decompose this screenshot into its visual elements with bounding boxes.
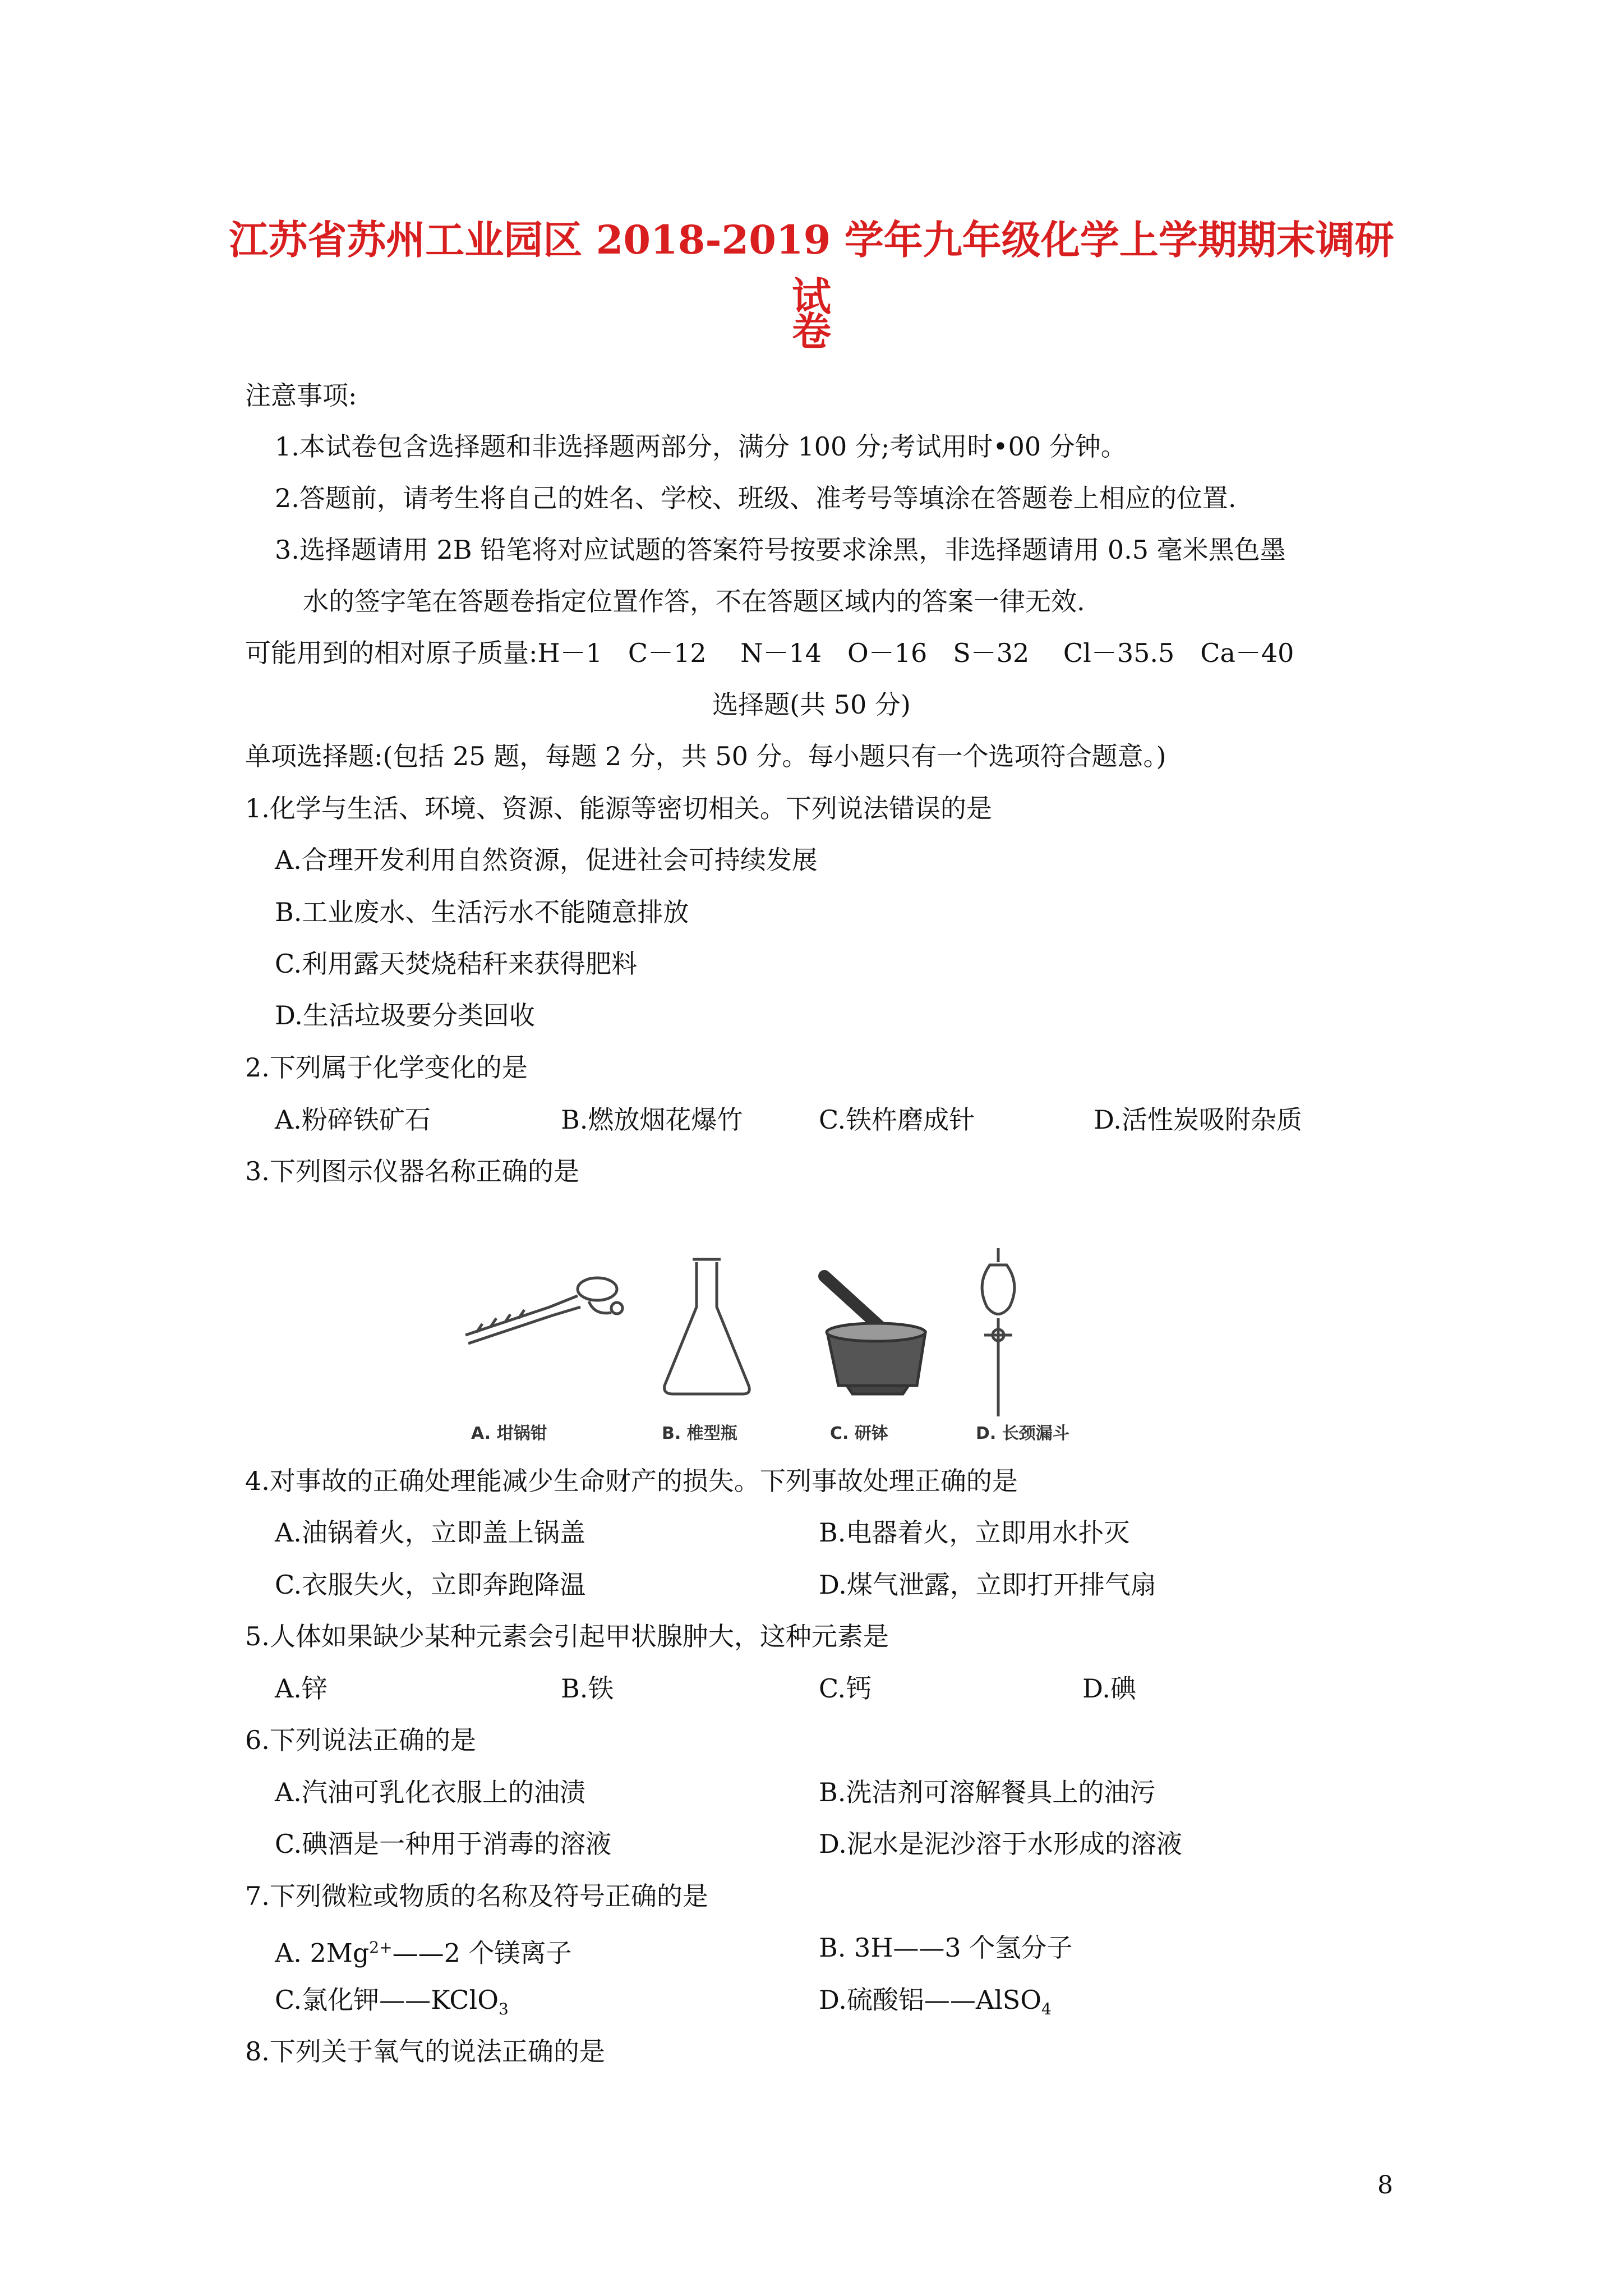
question-1-option-a: A.合理开发利用自然资源，促进社会可持续发展	[275, 845, 818, 875]
section-instructions: 单项选择题:(包括 25 题，每题 2 分，共 50 分。每小题只有一个选项符合题意。)	[245, 741, 1166, 771]
section-title: 选择题(共 50 分)	[712, 689, 911, 720]
figure-label-c: C. 研钵	[830, 1424, 888, 1443]
question-1-option-b: B.工业废水、生活污水不能随意排放	[275, 897, 689, 927]
funnel-icon	[982, 1248, 1015, 1416]
atomic-masses: 可能用到的相对原子质量:H－1 C－12 N－14 O－16 S－32 Cl－35.5 Ca－40	[245, 638, 1294, 668]
question-7-stem: 7.下列微粒或物质的名称及符号正确的是	[245, 1881, 708, 1911]
question-3-stem: 3.下列图示仪器名称正确的是	[245, 1156, 579, 1186]
question-2-option-d: D.活性炭吸附杂质	[1094, 1105, 1302, 1135]
question-8-stem: 8.下列关于氧气的说法正确的是	[245, 2036, 605, 2067]
question-2-option-a: A.粉碎铁矿石	[275, 1105, 431, 1135]
question-1-stem: 1.化学与生活、环境、资源、能源等密切相关。下列说法错误的是	[245, 793, 992, 823]
question-6-option-b: B.洗洁剂可溶解餐具上的油污	[819, 1777, 1156, 1807]
question-6-stem: 6.下列说法正确的是	[245, 1725, 476, 1755]
question-5-option-a: A.锌	[275, 1673, 328, 1704]
question-7-option-b: B. 3H——3 个氢分子	[819, 1932, 1073, 1963]
question-5-option-d: D.碘	[1082, 1673, 1136, 1704]
page-number: 8	[1377, 2171, 1393, 2200]
notice-item-3-cont: 水的签字笔在答题卷指定位置作答，不在答题区域内的答案一律无效.	[303, 586, 1085, 616]
lab-apparatus-figure	[437, 1223, 1178, 1447]
exam-title-line1: 江苏省苏州工业园区 2018-2019 学年九年级化学上学期期末调研试	[229, 217, 1394, 320]
question-6-option-c: C.碘酒是一种用于消毒的溶液	[275, 1829, 612, 1859]
question-4-option-b: B.电器着火，立即用水扑灭	[819, 1517, 1130, 1548]
notice-heading: 注意事项:	[245, 380, 357, 411]
mortar-pestle-icon	[824, 1276, 925, 1394]
notice-item-3: 3.选择题请用 2B 铅笔将对应试题的答案符号按要求涂黑，非选择题请用 0.5 毫米黑色墨	[275, 535, 1286, 565]
notice-item-2: 2.答题前，请考生将自己的姓名、学校、班级、准考号等填涂在答题卷上相应的位置.	[275, 483, 1237, 513]
question-4-stem: 4.对事故的正确处理能减少生命财产的损失。下列事故处理正确的是	[245, 1466, 1018, 1496]
question-7-option-c: C.氯化钾——KClO$_3$	[275, 1985, 509, 2019]
question-2-option-b: B.燃放烟花爆竹	[561, 1105, 743, 1135]
figure-label-b: B. 椎型瓶	[662, 1424, 737, 1443]
notice-item-1: 1.本试卷包含选择题和非选择题两部分，满分 100 分;考试用时•00 分钟。	[275, 431, 1127, 462]
question-6-option-a: A.汽油可乳化衣服上的油渍	[275, 1777, 585, 1807]
question-6-option-d: D.泥水是泥沙溶于水形成的溶液	[819, 1829, 1182, 1859]
crucible-tongs-icon	[465, 1278, 623, 1343]
question-4-option-d: D.煤气泄露，立即打开排气扇	[819, 1570, 1156, 1600]
question-5-option-c: C.钙	[819, 1673, 872, 1704]
question-1-option-d: D.生活垃圾要分类回收	[275, 1000, 535, 1030]
question-5-option-b: B.铁	[561, 1673, 614, 1704]
question-2-option-c: C.铁杵磨成针	[819, 1105, 975, 1135]
question-2-stem: 2.下列属于化学变化的是	[245, 1052, 528, 1083]
exam-title-line2: 卷	[792, 308, 831, 355]
figure-label-a: A. 坩锅钳	[471, 1424, 547, 1443]
question-5-stem: 5.人体如果缺少某种元素会引起甲状腺肿大，这种元素是	[245, 1621, 889, 1651]
figure-label-d: D. 长颈漏斗	[976, 1424, 1069, 1443]
question-4-option-c: C.衣服失火，立即奔跑降温	[275, 1570, 586, 1600]
question-1-option-c: C.利用露天焚烧秸秆来获得肥料	[275, 949, 638, 979]
conical-flask-icon	[665, 1259, 750, 1394]
question-7-option-d: D.硫酸铝——AlSO$_4$	[819, 1985, 1052, 2019]
question-4-option-a: A.油锅着火，立即盖上锅盖	[275, 1517, 585, 1548]
question-7-option-a: A. $2Mg^{2+}——2$ 个镁离子	[275, 1938, 572, 1968]
